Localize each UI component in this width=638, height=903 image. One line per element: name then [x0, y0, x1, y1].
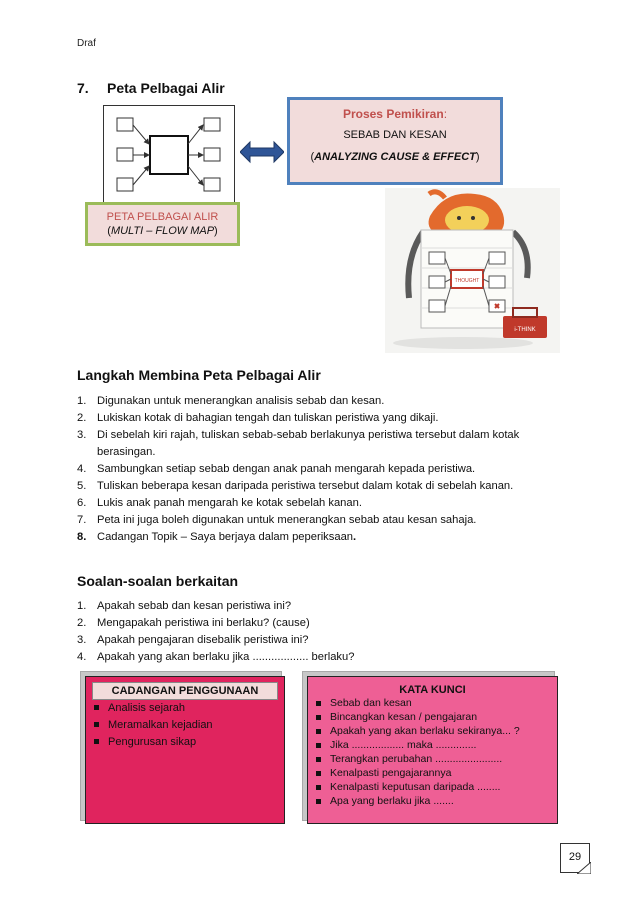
- list-item: Apa yang berlaku jika .......: [308, 794, 557, 808]
- thinker-character-illustration: [385, 188, 560, 353]
- list-item: Analisis sejarah: [86, 700, 284, 717]
- illustration-brand: i-THINK: [514, 327, 536, 333]
- page-number: 29: [560, 843, 590, 873]
- list-item: [77, 478, 547, 495]
- multi-flow-map-icon: [104, 106, 234, 204]
- question-text: Apakah yang akan berlaku jika .................. berlaku?: [97, 651, 355, 663]
- step-number: 1.: [77, 395, 87, 407]
- kata-kunci-box: [307, 676, 558, 824]
- question-text: Apakah sebab dan kesan peristiwa ini?: [97, 600, 292, 612]
- step-number: 3.: [77, 429, 87, 441]
- list-item: [77, 461, 547, 478]
- cadangan-penggunaan-box: [85, 676, 285, 824]
- langkah-steps-list: [77, 393, 547, 546]
- illustration-label: THOUGHT: [454, 278, 480, 284]
- peta-label-box: [85, 202, 240, 246]
- step-number: 5.: [77, 480, 87, 492]
- list-item: Terangkan perubahan .......................: [308, 752, 557, 766]
- paren-close: ): [475, 151, 480, 163]
- english-term: ANALYZING CAUSE & EFFECT: [314, 151, 476, 163]
- question-number: 3.: [77, 634, 87, 646]
- paren-open: (: [310, 151, 315, 163]
- section-title-text: Peta Pelbagai Alir: [107, 80, 225, 96]
- list-item: Apakah yang akan berlaku sekiranya... ?: [308, 724, 557, 738]
- step-number: 4.: [77, 463, 87, 475]
- step-text: Peta ini juga boleh digunakan untuk menerangkan sebab atau kesan sahaja.: [97, 514, 477, 526]
- proses-pemikiran-box: [287, 97, 503, 185]
- list-item: Pengurusan sikap: [86, 734, 284, 751]
- list-item: Meramalkan kejadian: [86, 717, 284, 734]
- proses-title: [290, 107, 500, 121]
- question-text: Apakah pengajaran disebalik peristiwa ini?: [97, 634, 309, 646]
- step-text: Sambungkan setiap sebab dengan anak panah mengarah kepada peristiwa.: [97, 463, 476, 475]
- step-text: Di sebelah kiri rajah, tuliskan sebab-sebab berlakunya peristiwa tersebut dalam kotak berasingan.: [97, 429, 520, 458]
- list-item: Kenalpasti keputusan daripada ........: [308, 780, 557, 794]
- proses-title-colon: :: [443, 107, 448, 121]
- langkah-heading: Langkah Membina Peta Pelbagai Alir: [77, 367, 321, 383]
- list-item: Sebab dan kesan: [308, 696, 557, 710]
- step-number: 6.: [77, 497, 87, 509]
- step-text: Lukiskan kotak di bahagian tengah dan tuliskan peristiwa yang dikaji.: [97, 412, 439, 424]
- draft-label: Draf: [77, 38, 96, 49]
- list-item: [77, 529, 547, 546]
- step-text: Tuliskan beberapa kesan daripada peristiwa tersebut dalam kotak di sebelah kanan.: [97, 480, 514, 492]
- step-number: 7.: [77, 514, 87, 526]
- step-number: 8.: [77, 531, 87, 543]
- paren-open: (: [107, 225, 111, 237]
- kata-kunci-heading: KATA KUNCI: [399, 684, 466, 696]
- step-text: Lukis anak panah mengarah ke kotak sebelah kanan.: [97, 497, 362, 509]
- step-text: Digunakan untuk menerangkan analisis sebab dan kesan.: [97, 395, 385, 407]
- list-item: Bincangkan kesan / pengajaran: [308, 710, 557, 724]
- list-item: Jika .................. maka ..............: [308, 738, 557, 752]
- section-number: 7.: [77, 80, 89, 96]
- list-item: Kenalpasti pengajarannya: [308, 766, 557, 780]
- question-number: 4.: [77, 651, 87, 663]
- list-item: [77, 598, 547, 615]
- paren-close: ): [214, 225, 218, 237]
- list-item: [77, 495, 547, 512]
- peta-subtitle: [88, 225, 237, 237]
- soalan-questions-list: [77, 598, 547, 666]
- list-item: [77, 410, 547, 427]
- peta-title: PETA PELBAGAI ALIR: [106, 211, 219, 223]
- section-title: [77, 80, 225, 96]
- question-number: 2.: [77, 617, 87, 629]
- list-item: [77, 649, 547, 666]
- step-number: 2.: [77, 412, 87, 424]
- question-text: Mengapakah peristiwa ini berlaku? (cause): [97, 617, 310, 629]
- english-term: MULTI – FLOW MAP: [110, 225, 215, 237]
- list-item: [77, 427, 547, 461]
- list-item: [77, 512, 547, 529]
- list-item: [77, 615, 547, 632]
- list-item: [77, 393, 547, 410]
- double-arrow-icon: [240, 140, 284, 164]
- page-fold-icon: [577, 862, 591, 874]
- list-item: [77, 632, 547, 649]
- soalan-heading: Soalan-soalan berkaitan: [77, 573, 239, 589]
- cadangan-list: [86, 700, 284, 751]
- step-end: .: [353, 531, 357, 543]
- proses-subtitle: SEBAB DAN KESAN: [343, 129, 447, 141]
- step-text: Cadangan Topik – Saya berjaya dalam peperiksaan: [97, 531, 354, 543]
- proses-subtitle-english: [290, 151, 500, 163]
- proses-title-text: Proses Pemikiran: [342, 107, 444, 121]
- cadangan-heading: CADANGAN PENGGUNAAN: [92, 682, 278, 700]
- question-number: 1.: [77, 600, 87, 612]
- kata-kunci-list: [308, 696, 557, 808]
- multi-flow-map-diagram: [103, 105, 235, 205]
